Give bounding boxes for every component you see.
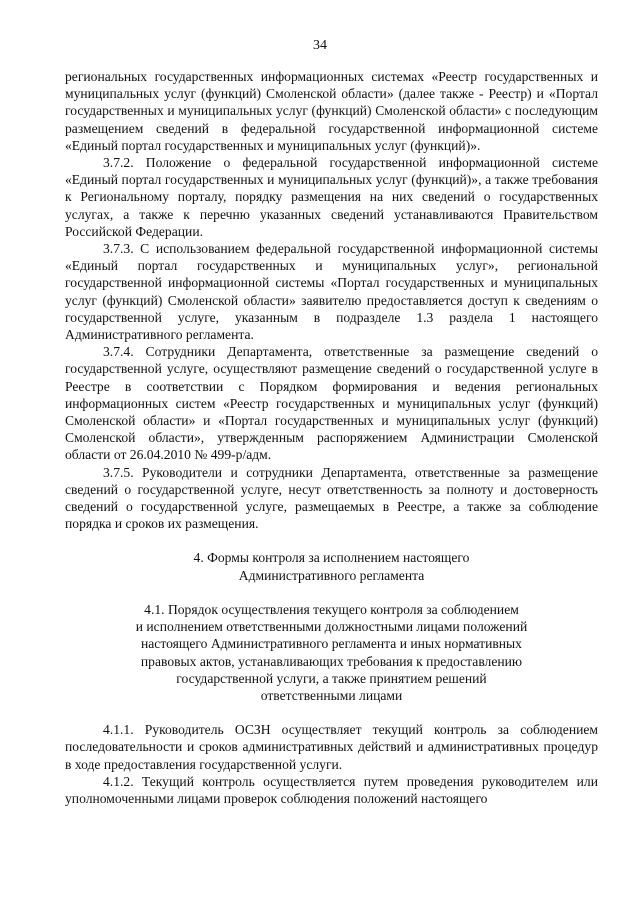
subsection-heading-line: и исполнением ответственными должностными лицами положений [135, 619, 528, 635]
paragraph: региональных государственных информационных системах «Реестр государственных и муниципальных услуг (функций) Смоленской области» (далее также - Реестр) и «Портал государственных и муниципальных услуг (функций) Смоленской области» с последующим размещением сведений в федеральной государственной информационной системе «Единый портал государственных и муниципальных услуг (функций)». [65, 69, 598, 153]
section-heading-line: 4. Формы контроля за исполнением настоящего [193, 550, 470, 566]
section-heading-line: Административного регламента [238, 567, 425, 583]
paragraph-3-7-5: 3.7.5. Руководители и сотрудники Департамента, ответственные за размещение сведений о государственной услуге, несут ответственность за полноту и достоверность сведений о государственной услуге, размещаемых в Реестре, а также за соблюдение порядка и сроков их размещения. [65, 464, 598, 532]
document-body [65, 68, 598, 807]
subsection-heading-line: государственной услуги, а также принятием решений [176, 670, 487, 686]
paragraph-3-7-3: 3.7.3. С использованием федеральной государственной информационной системы «Единый портал государственных и муниципальных услуг», региональной государственной информационной системы «Портал государственных и муниципальных услуг (функций) Смоленской области» заявителю предоставляется доступ к сведениям о государственной услуге, указанным в подразделе 1.3 раздела 1 настоящего Административного регламента. [65, 241, 598, 343]
paragraph-4-1-1: 4.1.1. Руководитель ОСЗН осуществляет текущий контроль за соблюдением последовательности и сроков административных действий и административных процедур в ходе предоставления государственной услуги. [65, 722, 598, 772]
subsection-heading-line: настоящего Административного регламента и иных нормативных [141, 636, 522, 652]
subsection-heading [65, 601, 598, 704]
paragraph-4-1-2: 4.1.2. Текущий контроль осуществляется путем проведения руководителем или уполномоченными лицами проверок соблюдения положений настоящего [65, 773, 598, 806]
section-heading [65, 549, 598, 583]
paragraph-3-7-4: 3.7.4. Сотрудники Департамента, ответственные за размещение сведений о государственной услуге, осуществляют размещение сведений о государственной услуге в Реестре в соответствии с Порядком формирования и ведения региональных информационных систем «Реестр государственных и муниципальных услуг (функций) Смоленской области» и «Портал государственных и муниципальных услуг (функций) Смоленской области», утвержденным распоряжением Администрации Смоленской области от 26.04.2010 № 499-р/адм. [65, 344, 598, 463]
subsection-heading-line: ответственными лицами [260, 687, 403, 703]
subsection-heading-line: правовых актов, устанавливающих требования к предоставлению [140, 653, 523, 669]
subsection-heading-line: 4.1. Порядок осуществления текущего контроля за соблюдением [144, 601, 519, 617]
page-number: 34 [313, 38, 327, 53]
paragraph-3-7-2: 3.7.2. Положение о федеральной государственной информационной системе «Единый портал государственных и муниципальных услуг (функций)», а также требования к Региональному порталу, порядку размещения на них сведений о государственных услугах, а также к перечню указанных сведений устанавливаются Правительством Российской Федерации. [65, 155, 598, 239]
